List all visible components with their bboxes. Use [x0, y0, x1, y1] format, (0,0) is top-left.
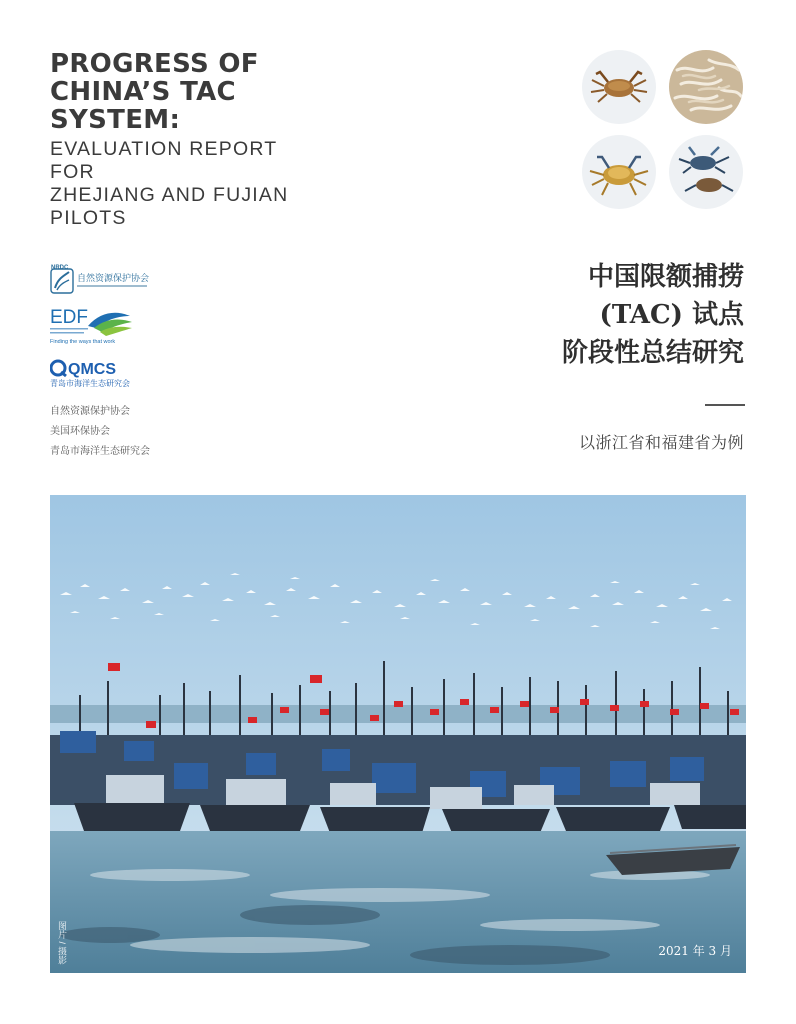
title-divider — [705, 404, 745, 406]
report-subtitle — [50, 138, 350, 230]
shrimp-photo-circle — [669, 50, 743, 124]
publication-date: 2021 年 3 月 — [658, 944, 732, 958]
chinese-title-line: 阶段性总结研究 — [561, 338, 744, 368]
title-line: SYSTEM: — [50, 105, 181, 135]
subtitle-line: EVALUATION REPORT — [50, 138, 278, 160]
qmcs-logo — [50, 358, 160, 388]
report-title — [50, 50, 350, 134]
chinese-title-line: 中国限额捕捞 — [587, 262, 744, 292]
organization-list — [50, 402, 150, 462]
subtitle-line: PILOTS — [50, 207, 127, 229]
qmcs-abbr: QMCS — [68, 361, 116, 378]
edf-abbr: EDF — [50, 307, 88, 328]
subtitle-line: FOR — [50, 161, 95, 183]
blue-crab-photo-circle — [669, 135, 743, 209]
nrdc-logo — [50, 264, 160, 294]
edf-logo — [50, 306, 160, 346]
crab-photo-circle — [582, 50, 656, 124]
title-line: CHINA’S TAC — [50, 77, 236, 107]
organization-name: 自然资源保护协会 — [50, 406, 130, 417]
qmcs-cn-name: 青岛市海洋生态研究会 — [50, 379, 130, 388]
chinese-subtitle: 以浙江省和福建省为例 — [578, 435, 744, 452]
nrdc-cn-name: 自然资源保护协会 — [77, 274, 150, 284]
english-title-block — [50, 50, 350, 230]
chinese-title-line: (TAC) 试点 — [599, 300, 744, 330]
fishing-boats-photo — [50, 495, 746, 973]
chinese-title — [562, 258, 744, 372]
subtitle-line: ZHEJIANG AND FUJIAN — [50, 184, 289, 206]
organization-name: 青岛市海洋生态研究会 — [50, 446, 150, 457]
yellow-crab-photo-circle — [582, 135, 656, 209]
organization-name: 美国环保协会 — [50, 426, 110, 437]
title-line: PROGRESS OF — [50, 49, 259, 79]
edf-tagline: Finding the ways that work — [50, 339, 116, 345]
nrdc-abbr: NRDC — [51, 265, 69, 271]
photo-credit: 图片 / 摄影 — [57, 921, 67, 965]
